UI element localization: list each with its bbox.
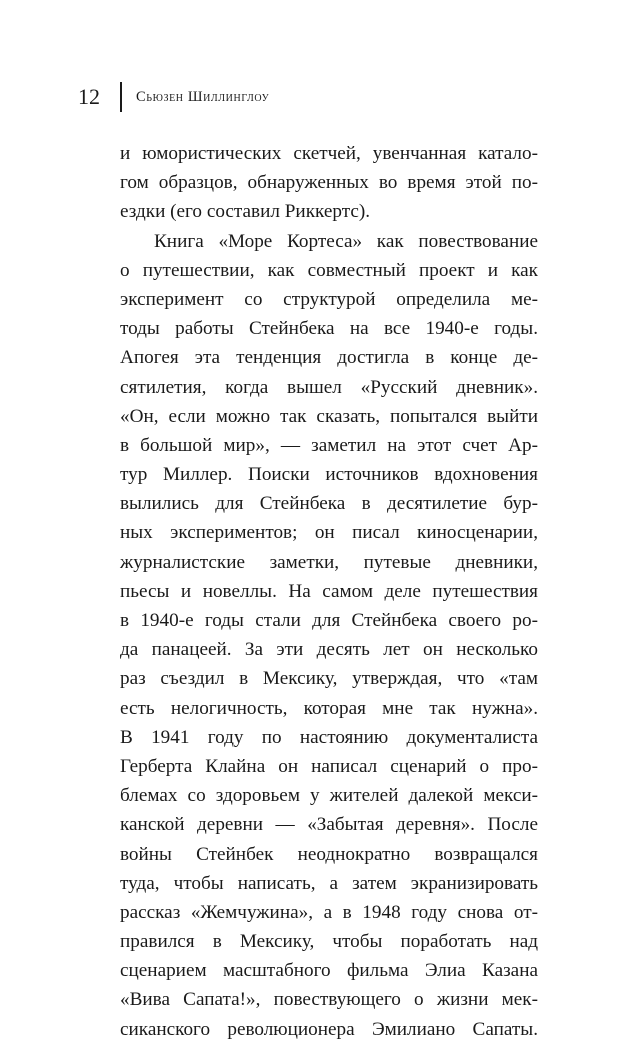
text-line: гом образцов, обнаруженных во время этой по- <box>120 172 538 194</box>
text-line: В 1941 году по настоянию документалиста <box>120 726 538 748</box>
text-line: в 1940-е годы стали для Стейнбека своего ро- <box>120 610 538 631</box>
text-line: «Вива Сапата!», повествующего о жизни мек- <box>120 989 538 1011</box>
text-line: журналистские заметки, путевые дневники, <box>120 551 538 573</box>
text-line: канской деревни — «Забытая деревня». После <box>120 814 538 836</box>
text-line: сиканского революционера Эмилиано Сапаты. <box>120 1018 538 1040</box>
text-line: войны Стейнбек неоднократно возвращался <box>120 843 538 865</box>
text-line: «Он, если можно так сказать, попытался выйти <box>120 405 538 427</box>
text-line: ездки (его составил Риккертс). <box>120 201 371 223</box>
text-line: тур Миллер. Поиски источников вдохновения <box>120 464 538 486</box>
text-line: да панацеей. За эти десять лет он несколько <box>120 639 538 661</box>
text-line: в большой мир», — заметил на этот счет Ар- <box>120 434 538 456</box>
text-line: есть нелогичность, которая мне так нужна». <box>120 697 538 719</box>
running-head-author: Сьюзен Шиллинглоу <box>136 89 270 105</box>
text-line: рассказ «Жемчужина», а в 1948 году снова от- <box>120 901 538 923</box>
page-number: 12 <box>78 84 100 109</box>
page-header <box>0 82 632 118</box>
text-line: ных экспериментов; он писал киносценарии, <box>120 522 538 544</box>
text-line: пьесы и новеллы. На самом деле путешествия <box>120 580 538 602</box>
text-line: тоды работы Стейнбека на все 1940-е годы. <box>120 318 538 340</box>
body-text <box>120 139 538 1044</box>
text-line: о путешествии, как совместный проект и как <box>120 259 538 281</box>
text-line: вылились для Стейнбека в десятилетие бур- <box>120 493 538 515</box>
text-line: Герберта Клайна он написал сценарий о про- <box>120 755 538 777</box>
text-line: туда, чтобы написать, а затем экранизировать <box>120 872 538 894</box>
text-line: и юмористических скетчей, увенчанная катало- <box>120 143 538 164</box>
text-line: эксперимент со структурой определила ме- <box>120 288 538 310</box>
text-line: правился в Мексику, чтобы поработать над <box>120 931 538 953</box>
text-line: блемах со здоровьем у жителей далекой мекси- <box>120 785 538 807</box>
text-line: сценарием масштабного фильма Элиа Казана <box>120 960 538 982</box>
text-line: Книга «Море Кортеса» как повествование <box>154 230 538 252</box>
text-line: сятилетия, когда вышел «Русский дневник». <box>120 376 538 398</box>
text-line: раз съездил в Мексику, утверждая, что «там <box>120 668 538 690</box>
text-line: Апогея эта тенденция достигла в конце де- <box>120 347 538 369</box>
header-divider <box>120 82 122 112</box>
